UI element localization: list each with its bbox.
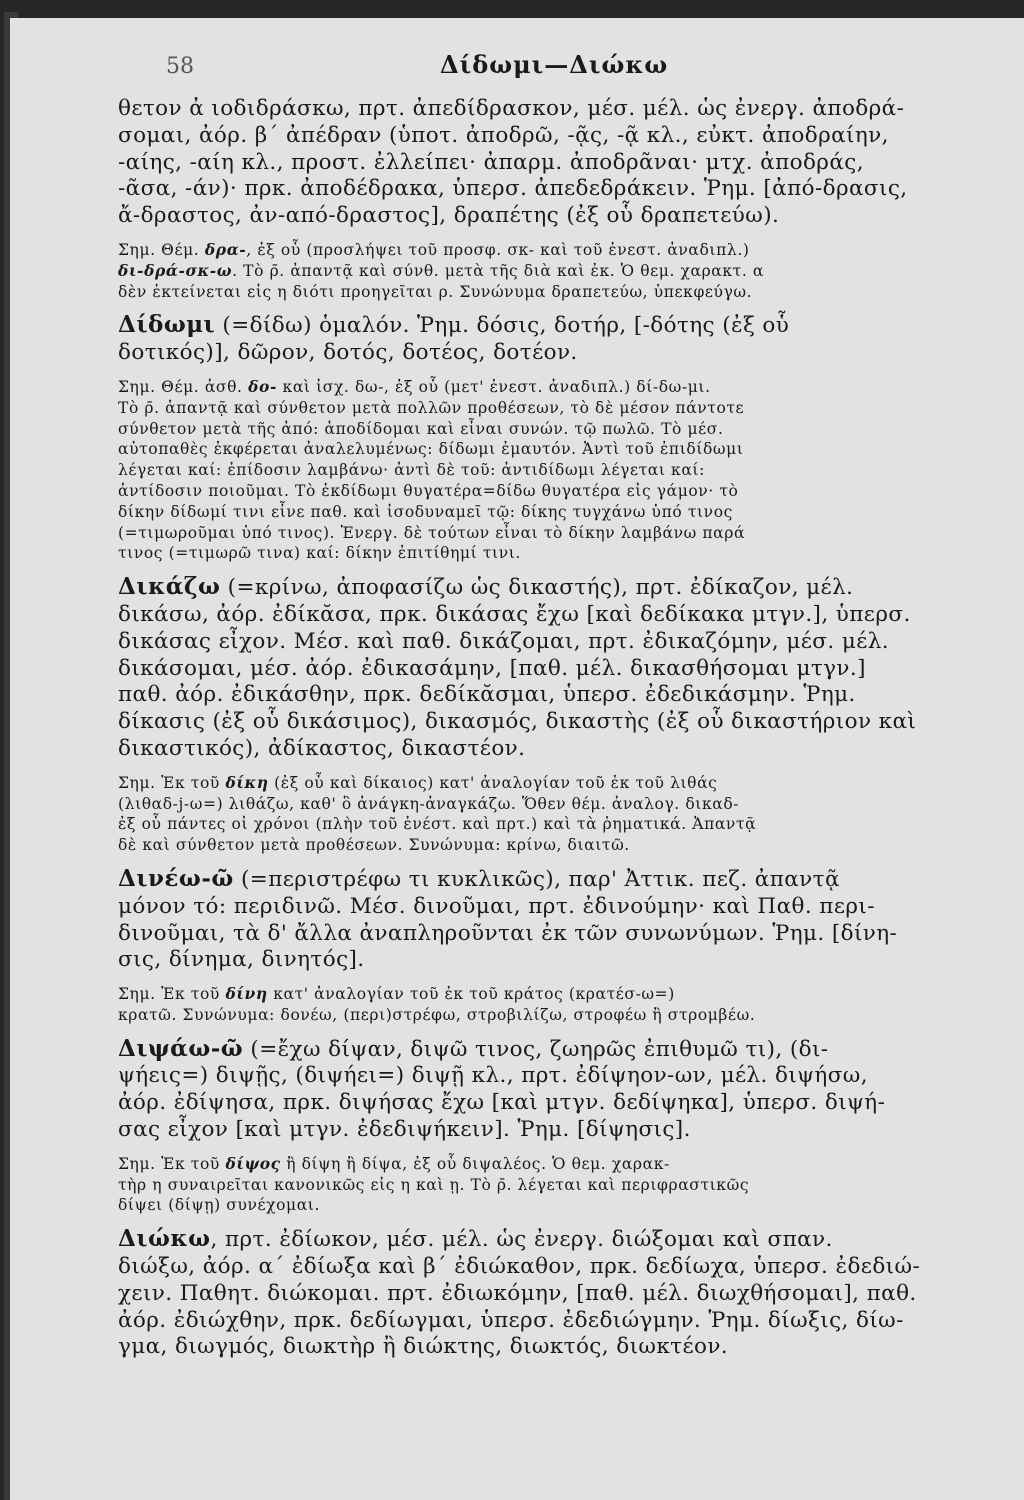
line-text: δικαστικός), ἀδίκαστος, δικαστέον. xyxy=(118,735,526,761)
line-text: -ᾶσα, -άν)· πρκ. ἀποδέδρακα, ὑπερσ. ἀπεδεδράκειν. Ῥημ. [ἀπό-δρασις, xyxy=(118,176,908,202)
line-text: ἀόρ. ἐδίψησα, πρκ. διψήσας ἔχω [καὶ μτγν. δεδίψηκα], ὑπερσ. διψή- xyxy=(118,1090,886,1116)
entry-line xyxy=(118,709,1024,736)
entry-line xyxy=(118,203,1024,230)
entry-line xyxy=(118,312,1024,340)
line-text: γμα, διωγμός, διωκτὴρ ἢ διώκτης, διωκτός, διωκτέον. xyxy=(118,1334,729,1360)
entry-paragraph xyxy=(118,574,1024,763)
line-text: τὴρ η συναιρεῖται κανονικῶς εἰς η καὶ ῃ. Τὸ ρ̄. λέγεται καὶ περιφραστικῶς xyxy=(118,1175,750,1194)
entry-line xyxy=(118,1334,1024,1361)
paragraph-gap xyxy=(118,763,1024,773)
headword: Διψάω-ῶ xyxy=(118,1034,244,1062)
line-text: θετον ἀ ιοδιδράσκω, πρτ. ἀπεδίδρασκον, μέσ. μέλ. ὡς ἐνεργ. ἀποδρά- xyxy=(118,96,905,121)
line-text: σομαι, ἀόρ. β΄ ἀπέδραν (ὑποτ. ἀποδρῶ, -ᾷς, -ᾷ κλ., εὐκτ. ἀποδραίην, xyxy=(118,122,889,148)
note-label: Σημ. Θέμ. ἀσθ. xyxy=(118,377,249,396)
entry-line xyxy=(118,1063,1024,1090)
line-text: . Τὸ ρ̄. ἀπαντᾷ καὶ σύνθ. μετὰ τῆς διὰ καὶ ἐκ. Ὁ θεμ. χαρακτ. α xyxy=(232,261,764,280)
entry-line xyxy=(118,921,1024,948)
note-line xyxy=(118,240,1024,261)
page-header xyxy=(118,40,1024,96)
line-text: (=ἔχω δίψαν, διψῶ τινος, ζωηρῶς ἐπιθυμῶ τι), (δι- xyxy=(243,1036,829,1062)
note-line xyxy=(118,1154,1024,1175)
line-text: (=τιμωροῦμαι ὑπό τινος). Ἐνεργ. δὲ τούτων εἶναι τὸ δίκην λαμβάνω παρά xyxy=(118,523,746,542)
note-paragraph xyxy=(118,377,1024,564)
note-label: Σημ. Ἐκ τοῦ xyxy=(118,773,226,792)
entry-line xyxy=(118,1254,1024,1281)
note-line xyxy=(118,439,1024,460)
note-paragraph xyxy=(118,240,1024,302)
entry-line xyxy=(118,894,1024,921)
line-text: λέγεται καί: ἐπίδοσιν λαμβάνω· ἀντὶ δὲ τοῦ: ἀντιδίδωμι λέγεται καί: xyxy=(118,461,705,480)
entry-line xyxy=(118,656,1024,683)
line-text: ἢ δίψη ἢ δίψα, ἐξ οὗ διψαλέος. Ὁ θεμ. χαρακ- xyxy=(280,1154,670,1173)
entry-line xyxy=(118,736,1024,763)
running-head: Δίδωμι—Διώκω xyxy=(440,50,669,79)
entry-line xyxy=(118,340,1024,367)
note-line xyxy=(118,377,1024,398)
italic-term: δο- xyxy=(248,376,277,396)
line-text: , ἐξ οὗ (προσλήψει τοῦ προσφ. σκ- καὶ τοῦ ἐνεστ. ἀναδιπλ.) xyxy=(246,240,750,259)
line-text: κατ' ἀναλογίαν τοῦ ἐκ τοῦ κράτος (κρατέσ-ω=) xyxy=(267,985,675,1004)
note-label: Σημ. Ἐκ τοῦ xyxy=(118,985,226,1004)
book-page xyxy=(10,18,1024,1500)
line-text: σύνθετον μετὰ τῆς ἀπό: ἀποδίδομαι καὶ εἶναι συνών. τῷ πωλῶ. Τὸ μέσ. xyxy=(118,419,724,438)
line-text: -αίης, -αίη κλ., προστ. ἐλλείπει· ἀπαρμ. ἀποδρᾶναι· μτχ. ἀποδράς, xyxy=(118,149,864,175)
entry-line xyxy=(118,176,1024,203)
line-text: σας εἶχον [καὶ μτγν. ἐδεδιψήκειν]. Ῥημ. [δίψησις]. xyxy=(118,1117,691,1143)
entry-paragraph xyxy=(118,96,1024,230)
headword: Δινέω-ῶ xyxy=(118,864,234,892)
note-line xyxy=(118,773,1024,794)
note-line xyxy=(118,523,1024,544)
note-paragraph xyxy=(118,1154,1024,1216)
note-line xyxy=(118,1005,1024,1026)
line-text: (ἐξ οὗ καὶ δίκαιος) κατ' ἀναλογίαν τοῦ ἐκ τοῦ λιθάς xyxy=(268,773,718,792)
paragraph-gap xyxy=(118,564,1024,574)
note-line xyxy=(118,543,1024,564)
line-text: σις, δίνημα, δινητός]. xyxy=(118,947,365,973)
note-label: Σημ. Ἐκ τοῦ xyxy=(118,1154,226,1173)
paragraph-gap xyxy=(118,1216,1024,1226)
headword: Διώκω xyxy=(118,1225,211,1253)
line-text: δικάσω, ἀόρ. ἐδίκᾰσα, πρκ. δικάσας ἔχω [καὶ δεδίκακα μτγν.], ὑπερσ. xyxy=(118,601,911,627)
italic-term: δι-δρά-σκ-ω xyxy=(118,260,233,280)
paragraph-gap xyxy=(118,302,1024,312)
line-text: μόνον τό: περιδινῶ. Μέσ. δινοῦμαι, πρτ. ἐδινούμην· καὶ Παθ. περι- xyxy=(118,893,875,919)
entry-paragraph xyxy=(118,1226,1024,1361)
paragraph-gap xyxy=(118,974,1024,984)
entry-line xyxy=(118,150,1024,177)
entry-line xyxy=(118,1036,1024,1064)
entry-line xyxy=(118,602,1024,629)
line-text: κρατῶ. Συνώνυμα: δονέω, (περι)στρέφω, στροβιλίζω, στροφέω ἢ στρομβέω. xyxy=(118,1005,756,1024)
line-text: (=δίδω) ὁμαλόν. Ῥημ. δόσις, δοτήρ, [-δότης (ἐξ οὗ xyxy=(215,313,790,339)
line-text: ἀντίδοσιν ποιοῦμαι. Τὸ ἐκδίδωμι θυγατέρα=δίδω θυγατέρα εἰς γάμον· τὸ xyxy=(118,481,739,500)
entry-line xyxy=(118,866,1024,894)
headword: Δίδωμι xyxy=(118,311,216,339)
line-text: δὲ καὶ σύνθετον μετὰ προθέσεων. Συνώνυμα: κρίνω, διαιτῶ. xyxy=(118,836,630,855)
line-text: χειν. Παθητ. διώκομαι. πρτ. ἐδιωκόμην, [παθ. μέλ. διωχθήσομαι], παθ. xyxy=(118,1280,917,1306)
line-text: δινοῦμαι, τὰ δ' ἄλλα ἀναπληροῦνται ἐκ τῶν συνωνύμων. Ῥημ. [δίνη- xyxy=(118,920,898,946)
entry-paragraph xyxy=(118,1036,1024,1144)
line-text: δοτικός)], δῶρον, δοτός, δοτέος, δοτέον. xyxy=(118,340,578,366)
line-text: (λιθαδ-j-ω=) λιθάζω, καθ' ὃ ἀνάγκη-ἀναγκάζω. Ὅθεν θέμ. ἀναλογ. δικαδ- xyxy=(118,794,740,813)
note-line xyxy=(118,835,1024,856)
page-number: 58 xyxy=(166,54,194,79)
line-text: , πρτ. ἐδίωκον, μέσ. μέλ. ὡς ἐνεργ. διώξομαι καὶ σπαν. xyxy=(210,1227,833,1253)
entry-paragraph xyxy=(118,866,1024,974)
line-text: αὐτοπαθὲς ἐκφέρεται ἀναλελυμένως: δίδωμι ἐμαυτόν. Ἀντὶ τοῦ ἐπιδίδωμι xyxy=(118,440,744,459)
page-content xyxy=(118,40,1024,1361)
italic-term: δρα- xyxy=(204,239,247,259)
paragraph-gap xyxy=(118,1026,1024,1036)
line-text: ψήεις=) διψῇς, (διψήει=) διψῇ κλ., πρτ. ἐδίψηον-ων, μέλ. διψήσω, xyxy=(118,1063,868,1089)
entry-line xyxy=(118,1090,1024,1117)
entry-line xyxy=(118,1281,1024,1308)
line-text: δίψει (δίψῃ) συνέχομαι. xyxy=(118,1196,320,1215)
entry-line xyxy=(118,682,1024,709)
note-line xyxy=(118,460,1024,481)
note-line xyxy=(118,984,1024,1005)
note-line xyxy=(118,502,1024,523)
paragraph-gap xyxy=(118,1144,1024,1154)
line-text: παθ. ἀόρ. ἐδικάσθην, πρκ. δεδίκᾰσμαι, ὑπερσ. ἐδεδικάσμην. Ῥημ. xyxy=(118,682,856,708)
line-text: καὶ ἰσχ. δω-, ἐξ οὗ (μετ' ἐνεστ. ἀναδιπλ.) δί-δω-μι. xyxy=(277,377,711,396)
note-line xyxy=(118,794,1024,815)
entry-line xyxy=(118,574,1024,602)
note-label: Σημ. Θέμ. xyxy=(118,240,205,259)
note-paragraph xyxy=(118,773,1024,856)
entry-line xyxy=(118,96,1024,123)
paragraph-gap xyxy=(118,367,1024,377)
line-text: δίκην δίδωμί τινι εἶνε παθ. καὶ ἰσοδυναμεῖ τῷ: δίκης τυγχάνω ὑπό τινος xyxy=(118,502,733,521)
note-line xyxy=(118,814,1024,835)
entry-line xyxy=(118,1117,1024,1144)
paragraph-gap xyxy=(118,230,1024,240)
line-text: Τὸ ρ̄. ἀπαντᾷ καὶ σύνθετον μετὰ πολλῶν προθέσεων, τὸ δὲ μέσον πάντοτε xyxy=(118,398,745,417)
note-line xyxy=(118,261,1024,282)
line-text: δίκασις (ἐξ οὗ δικάσιμος), δικασμός, δικαστὴς (ἐξ οὗ δικαστήριον καὶ xyxy=(118,709,917,735)
entry-line xyxy=(118,1308,1024,1335)
note-line xyxy=(118,1175,1024,1196)
note-line xyxy=(118,419,1024,440)
line-text: δικάσομαι, μέσ. ἀόρ. ἐδικασάμην, [παθ. μέλ. δικασθήσομαι μτγν.] xyxy=(118,655,866,681)
note-line xyxy=(118,398,1024,419)
headword: Δικάζω xyxy=(118,573,221,601)
italic-term: δίκη xyxy=(225,772,269,792)
paragraph-gap xyxy=(118,856,1024,866)
line-text: ἀόρ. ἐδιώχθην, πρκ. δεδίωγμαι, ὑπερσ. ἐδεδιώγμην. Ῥημ. δίωξις, δίω- xyxy=(118,1307,904,1333)
entry-paragraph xyxy=(118,312,1024,367)
italic-term: δίνη xyxy=(225,984,268,1004)
note-line xyxy=(118,1195,1024,1216)
note-line xyxy=(118,282,1024,303)
line-text: ἐξ οὗ πάντες οἱ χρόνοι (πλὴν τοῦ ἐνέστ. καὶ πρτ.) καὶ τὰ ῥηματικά. Ἀπαντᾷ xyxy=(118,815,757,834)
line-text: τινος (=τιμωρῶ τινα) καί: δίκην ἐπιτίθημί τινι. xyxy=(118,544,521,563)
note-line xyxy=(118,481,1024,502)
line-text: διώξω, ἀόρ. α΄ ἐδίωξα καὶ β΄ ἐδιώκαθον, πρκ. δεδίωχα, ὑπερσ. ἐδεδιώ- xyxy=(118,1254,921,1280)
entry-line xyxy=(118,1226,1024,1254)
entry-line xyxy=(118,947,1024,974)
line-text: δικάσας εἶχον. Μέσ. καὶ παθ. δικάζομαι, πρτ. ἐδικαζόμην, μέσ. μέλ. xyxy=(118,628,889,654)
dictionary-entries xyxy=(118,96,1024,1361)
line-text: (=κρίνω, ἀποφασίζω ὡς δικαστής), πρτ. ἐδίκαζον, μέλ. xyxy=(220,575,854,601)
entry-line xyxy=(118,629,1024,656)
note-paragraph xyxy=(118,984,1024,1026)
line-text: ἄ-δραστος, ἀν-από-δραστος], δραπέτης (ἐξ οὗ δραπετεύω). xyxy=(118,203,780,229)
entry-line xyxy=(118,123,1024,150)
italic-term: δίψος xyxy=(225,1153,281,1173)
line-text: (=περιστρέφω τι κυκλικῶς), παρ' Ἀττικ. πεζ. ἀπαντᾷ xyxy=(233,866,840,892)
line-text: δὲν ἐκτείνεται εἰς η διότι προηγεῖται ρ. Συνώνυμα δραπετεύω, ὑπεκφεύγω. xyxy=(118,282,753,301)
